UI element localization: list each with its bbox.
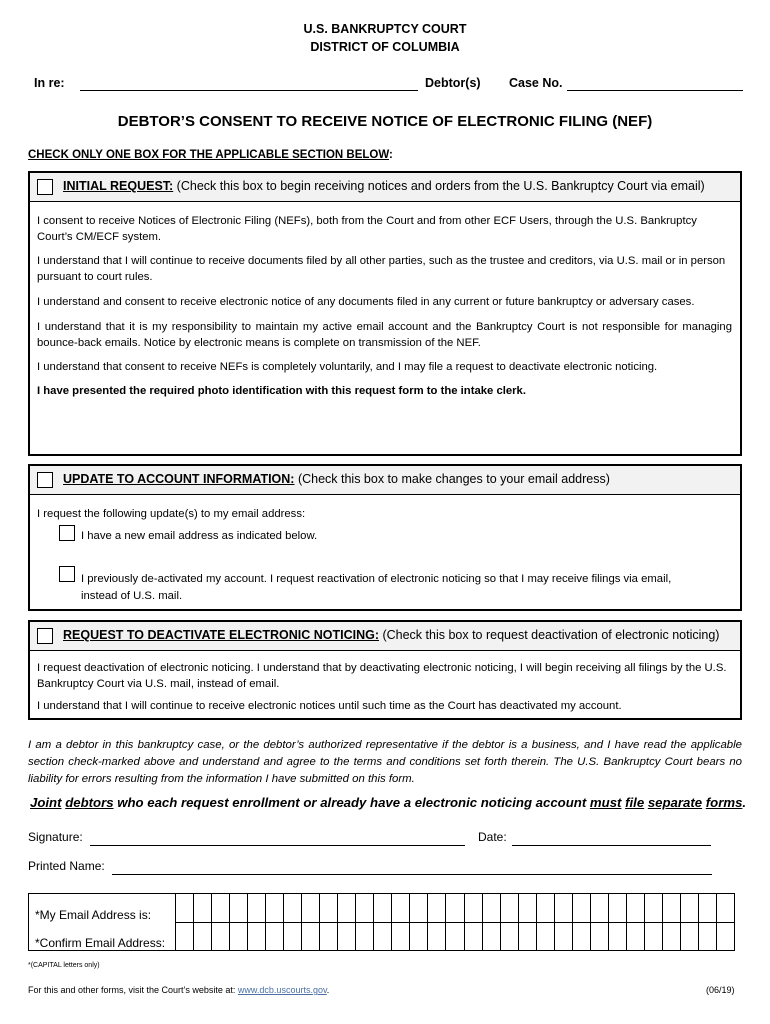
email-char-cell[interactable] — [212, 922, 230, 951]
update-intro: I request the following update(s) to my email address: — [37, 508, 306, 520]
email-char-cell[interactable] — [338, 894, 356, 923]
initial-paragraph-6: I have presented the required photo identification with this request form to the intake clerk. — [37, 385, 526, 397]
initial-paragraph-4: I understand that it is my responsibility to maintain my active email account and the Bankruptcy Court is not responsible for managing bounce-back emails. Notice by electronic means is complete on transmission of the NEF. — [37, 321, 732, 349]
email-char-cell[interactable] — [608, 922, 626, 951]
initial-request-section — [28, 171, 742, 456]
court-website-link[interactable]: www.dcb.uscourts.gov — [237, 985, 327, 995]
update-account-section — [28, 464, 742, 611]
date-label: Date: — [478, 830, 507, 844]
confirm-email-label: *Confirm Email Address: — [35, 936, 166, 950]
footer-text: For this and other forms, visit the Court’s website at: www.dcb.uscourts.gov. — [28, 985, 330, 995]
email-grid-row — [176, 894, 735, 923]
email-char-cell[interactable] — [320, 894, 338, 923]
email-char-cell[interactable] — [230, 894, 248, 923]
signature-label: Signature: — [28, 830, 83, 844]
email-char-cell[interactable] — [554, 894, 572, 923]
email-char-cell[interactable] — [500, 894, 518, 923]
date-field[interactable] — [512, 845, 711, 846]
deactivate-section — [28, 620, 742, 720]
reactivate-option-line2: instead of U.S. mail. — [81, 590, 183, 602]
email-char-cell[interactable] — [608, 894, 626, 923]
initial-paragraph-1: I consent to receive Notices of Electronic Filing (NEFs), both from the Court and from other ECF Users, through the U.S. Bankruptcy Court’s CM/ECF system. — [37, 215, 697, 243]
email-char-cell[interactable] — [464, 894, 482, 923]
email-char-cell[interactable] — [554, 922, 572, 951]
email-char-cell[interactable] — [680, 922, 698, 951]
email-char-cell[interactable] — [266, 894, 284, 923]
email-char-cell[interactable] — [212, 894, 230, 923]
case-no-field[interactable] — [567, 90, 743, 91]
reactivate-checkbox[interactable] — [59, 566, 75, 582]
signature-field[interactable] — [90, 845, 465, 846]
confirm-email-grid-row — [176, 922, 735, 951]
email-char-cell[interactable] — [428, 894, 446, 923]
email-char-cell[interactable] — [230, 922, 248, 951]
email-label: *My Email Address is: — [35, 908, 152, 922]
email-char-cell[interactable] — [518, 922, 536, 951]
initial-request-checkbox[interactable] — [37, 179, 53, 195]
debtor-declaration: I am a debtor in this bankruptcy case, or the debtor’s authorized representative if the debtor is a business, and I have read the applicable section check-marked above and understand and agree to the terms and conditions set forth therein. The U.S. Bankruptcy Court bears no liability for errors resulting from the information I have submitted on this form. — [28, 739, 742, 785]
email-char-cell[interactable] — [572, 922, 590, 951]
email-char-cell[interactable] — [356, 894, 374, 923]
email-char-cell[interactable] — [194, 894, 212, 923]
email-char-cell[interactable] — [716, 894, 734, 923]
email-char-cell[interactable] — [644, 894, 662, 923]
in-re-field[interactable] — [80, 90, 418, 91]
email-char-cell[interactable] — [284, 922, 302, 951]
initial-request-header — [30, 173, 740, 202]
email-char-cell[interactable] — [194, 922, 212, 951]
email-char-cell[interactable] — [374, 894, 392, 923]
email-char-cell[interactable] — [626, 894, 644, 923]
email-char-cell[interactable] — [716, 922, 734, 951]
deactivate-paragraph-1: I request deactivation of electronic noticing. I understand that by deactivating electronic noticing, I will begin receiving all filings by the U.S. Bankruptcy Court via U.S. mail, instead of email. — [37, 662, 727, 690]
case-no-label: Case No. — [509, 76, 563, 90]
email-char-cell[interactable] — [428, 922, 446, 951]
new-email-checkbox[interactable] — [59, 525, 75, 541]
email-char-cell[interactable] — [500, 922, 518, 951]
update-account-checkbox[interactable] — [37, 472, 53, 488]
in-re-label: In re: — [34, 76, 65, 90]
update-account-title: UPDATE TO ACCOUNT INFORMATION: (Check this box to make changes to your email address) — [63, 472, 610, 486]
deactivate-header — [30, 622, 740, 651]
email-char-cell[interactable] — [446, 922, 464, 951]
email-char-cell[interactable] — [356, 922, 374, 951]
email-char-cell[interactable] — [374, 922, 392, 951]
deactivate-checkbox[interactable] — [37, 628, 53, 644]
email-char-cell[interactable] — [698, 894, 716, 923]
email-char-cell[interactable] — [464, 922, 482, 951]
joint-debtors-notice: Joint debtors who each request enrollment or already have a electronic noticing account must file separate forms. — [30, 795, 747, 810]
email-char-cell[interactable] — [644, 922, 662, 951]
update-account-header — [30, 466, 740, 495]
email-char-cell[interactable] — [320, 922, 338, 951]
deactivate-paragraph-2: I understand that I will continue to receive electronic notices until such time as the Court has deactivated my account. — [37, 700, 622, 712]
email-char-cell[interactable] — [410, 894, 428, 923]
new-email-option: I have a new email address as indicated below. — [81, 530, 318, 542]
email-char-cell[interactable] — [410, 922, 428, 951]
initial-paragraph-2: I understand that I will continue to receive documents filed by all other parties, such as the trustee and creditors, via U.S. mail or in person pursuant to court rules. — [37, 255, 726, 283]
district-name: DISTRICT OF COLUMBIA — [310, 40, 460, 54]
email-char-cell[interactable] — [482, 922, 500, 951]
email-char-cell[interactable] — [248, 894, 266, 923]
email-char-cell[interactable] — [338, 922, 356, 951]
debtors-label: Debtor(s) — [425, 76, 481, 90]
email-char-cell[interactable] — [518, 894, 536, 923]
email-character-grid — [175, 893, 735, 951]
email-char-cell[interactable] — [590, 894, 608, 923]
email-char-cell[interactable] — [698, 922, 716, 951]
email-char-cell[interactable] — [446, 894, 464, 923]
email-char-cell[interactable] — [662, 922, 680, 951]
email-char-cell[interactable] — [680, 894, 698, 923]
email-char-cell[interactable] — [176, 894, 194, 923]
email-char-cell[interactable] — [590, 922, 608, 951]
email-char-cell[interactable] — [482, 894, 500, 923]
check-instruction: CHECK ONLY ONE BOX FOR THE APPLICABLE SECTION BELOW: — [28, 149, 393, 161]
printed-name-field[interactable] — [112, 874, 712, 875]
email-char-cell[interactable] — [176, 922, 194, 951]
email-char-cell[interactable] — [662, 894, 680, 923]
email-char-cell[interactable] — [536, 922, 554, 951]
deactivate-title: REQUEST TO DEACTIVATE ELECTRONIC NOTICING: (Check this box to request deactivation of electronic noticing) — [63, 628, 720, 642]
email-char-cell[interactable] — [248, 922, 266, 951]
reactivate-option-line1: I previously de-activated my account. I request reactivation of electronic noticing so that I may receive filings via email, — [81, 573, 672, 585]
printed-name-label: Printed Name: — [28, 859, 105, 873]
initial-paragraph-5: I understand that consent to receive NEFs is completely voluntarily, and I may file a request to deactivate electronic noticing. — [37, 361, 658, 373]
court-name: U.S. BANKRUPTCY COURT — [303, 22, 467, 36]
email-char-cell[interactable] — [626, 922, 644, 951]
email-char-cell[interactable] — [302, 922, 320, 951]
initial-paragraph-3: I understand and consent to receive electronic notice of any documents filed in any current or future bankruptcy or adversary cases. — [37, 296, 695, 308]
form-title: DEBTOR’S CONSENT TO RECEIVE NOTICE OF ELECTRONIC FILING (NEF) — [117, 113, 653, 130]
email-char-cell[interactable] — [266, 922, 284, 951]
email-char-cell[interactable] — [392, 922, 410, 951]
email-char-cell[interactable] — [284, 894, 302, 923]
email-char-cell[interactable] — [302, 894, 320, 923]
email-char-cell[interactable] — [536, 894, 554, 923]
email-char-cell[interactable] — [572, 894, 590, 923]
initial-request-title: INITIAL REQUEST: (Check this box to begin receiving notices and orders from the U.S. Bankruptcy Court via email) — [63, 179, 705, 193]
email-char-cell[interactable] — [392, 894, 410, 923]
revision-date: (06/19) — [706, 985, 735, 995]
capital-letters-note: *(CAPITAL letters only) — [28, 962, 100, 969]
